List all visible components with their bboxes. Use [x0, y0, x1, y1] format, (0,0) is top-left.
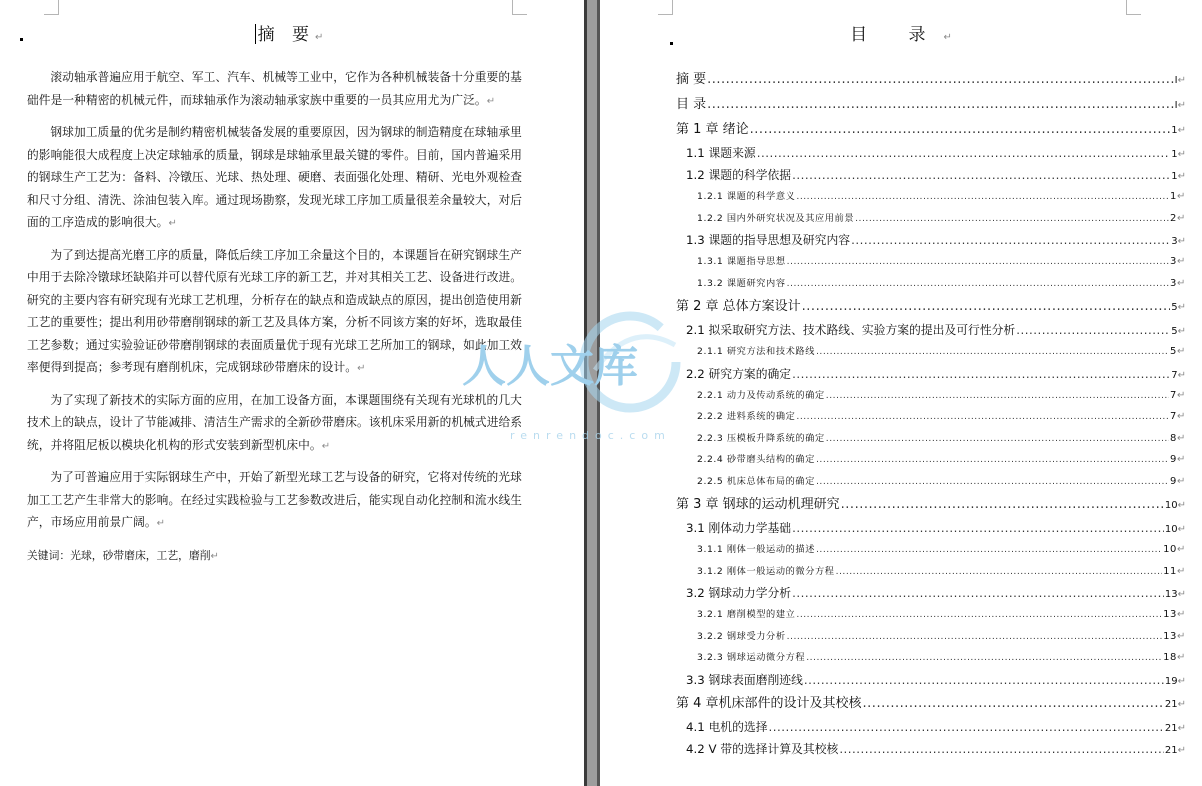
- paragraph-mark-icon: ↵: [1177, 125, 1186, 136]
- toc-entry-text: 1.2.2 国内外研究状况及其应用前景: [697, 212, 855, 224]
- abstract-paragraph: 钢球加工质量的优劣是制约精密机械装备发展的重要原因，因为钢球的制造精度在球轴承里的影响能很大成程度上决定球轴承的质量，钢球是球轴承里最关键的零件。目前，国内普遍采用的钢球生产工艺为：备料、冷镦压、光球、热处理、硬磨、表面强化处理、精研、光电外观检查和尺寸分组、清洗、涂油包装入库。通过现场勘察，发现光球工序加工质量很差余量较大，对后面的工序造成的影响很大。↵: [27, 125, 523, 229]
- toc-page-number: 5: [1171, 326, 1178, 337]
- toc-entry[interactable]: [676, 273, 1186, 295]
- toc-leader-dots: [851, 229, 1170, 251]
- paragraph-mark-icon: ↵: [1177, 411, 1186, 422]
- toc-leader-dots: [806, 647, 1162, 669]
- toc-entry[interactable]: [676, 142, 1186, 164]
- toc-leader-dots: [757, 142, 1171, 164]
- margin-corner-mark: [44, 0, 59, 15]
- toc-page-number: 7: [1170, 411, 1178, 422]
- toc-entry-text: 3.1.2 刚体一般运动的微分方程: [697, 565, 835, 577]
- page-right-toc: [600, 0, 1202, 786]
- paragraph-mark-icon: ↵: [1177, 236, 1186, 247]
- toc-entry-text: 1.3.1 课题指导思想: [697, 256, 786, 267]
- toc-entry[interactable]: [676, 669, 1186, 691]
- toc-leader-dots: [841, 492, 1164, 517]
- toc-entry[interactable]: [676, 208, 1186, 230]
- toc-entry[interactable]: [676, 561, 1186, 583]
- paragraph-mark-icon: ↵: [1177, 100, 1186, 111]
- toc-page-number: 7: [1170, 389, 1178, 401]
- toc-entry-text: 2.1 拟采取研究方法、技术路线、实验方案的提出及可行性分析: [686, 323, 1016, 337]
- toc-page-number: 21: [1164, 722, 1178, 734]
- toc-leader-dots: [792, 363, 1170, 385]
- toc-entry-text: 第 4 章机床部件的设计及其校核: [676, 695, 862, 711]
- toc-page-number: I: [1174, 75, 1178, 86]
- toc-entry[interactable]: [676, 582, 1186, 604]
- toc-page-number: 7: [1171, 369, 1178, 381]
- paragraph-mark-icon: ↵: [1177, 454, 1186, 465]
- toc-page-number: 8: [1170, 432, 1178, 444]
- watermark-text: 人人文库: [462, 341, 638, 392]
- toc-page-number: 18: [1163, 652, 1178, 663]
- toc-entry-text: 3.2 钢球动力学分析: [686, 586, 792, 600]
- paragraph-mark-icon: ↵: [1177, 589, 1186, 600]
- toc-entry[interactable]: [676, 186, 1186, 208]
- toc-entry[interactable]: [676, 67, 1186, 92]
- toc-entry[interactable]: [676, 716, 1186, 738]
- paragraph-mark-icon: ↵: [1177, 369, 1186, 381]
- abstract-body[interactable]: [27, 66, 528, 567]
- toc-leader-dots: [816, 341, 1169, 363]
- toc-entry[interactable]: [676, 341, 1186, 363]
- toc-leader-dots: [863, 691, 1164, 716]
- toc-page-number: 3: [1171, 236, 1178, 247]
- paragraph-mark-icon: ↵: [1177, 191, 1186, 202]
- toc-page-number: 11: [1163, 565, 1178, 577]
- toc-entry-text: 2.2.1 动力及传动系统的确定: [697, 389, 825, 401]
- toc-entry[interactable]: [676, 471, 1186, 493]
- toc-leader-dots: [787, 251, 1169, 273]
- abstract-title[interactable]: [0, 20, 584, 45]
- paragraph-mark-icon: ↵: [1177, 475, 1186, 487]
- toc-entry-text: 第 3 章 钢球的运动机理研究: [676, 497, 840, 512]
- toc-entry[interactable]: [676, 647, 1186, 669]
- toc-entry-text: 3.2.2 钢球受力分析: [697, 630, 786, 642]
- toc-entry-text: 摘 要: [676, 72, 707, 87]
- abstract-paragraph: 为了实现了新技术的实际方面的应用，在加工设备方面，本课题围绕有关现有光球机的几大技术上的缺点，设计了节能减排、清洁生产需求的全新砂带磨床。该机床采用新的机械式进给系统，并将阻尼板以模块化机构的形式安装到新型机床中。↵: [27, 392, 523, 452]
- toc-leader-dots: [826, 428, 1169, 450]
- toc-entry-text: 3.1.1 刚体一般运动的描述: [697, 544, 815, 555]
- toc-entry[interactable]: [676, 117, 1186, 142]
- abstract-paragraph: 为了可普遍应用于实际钢球生产中，开始了新型光球工艺与设备的研究，它将对传统的光球加工工艺产生非常大的影响。在经过实践检验与工艺参数改进后，能实现自动化控制和流水线生产，市场应用前景广阔。↵: [27, 470, 523, 529]
- paragraph-mark-icon: ↵: [1177, 346, 1186, 357]
- toc-title-text: 目 录: [850, 25, 944, 45]
- toc-page-number: 10: [1164, 524, 1178, 535]
- toc-page-number: 13: [1163, 609, 1178, 620]
- toc-page-number: 10: [1163, 544, 1178, 555]
- toc-page-number: 19: [1164, 675, 1178, 687]
- toc-entry-text: 第 1 章 绪论: [676, 122, 749, 137]
- toc-page-number: 13: [1164, 589, 1178, 600]
- paragraph-mark-icon: ↵: [1177, 698, 1186, 710]
- toc-leader-dots: [1016, 319, 1170, 341]
- toc-page-number: 1: [1171, 125, 1178, 136]
- toc-leader-dots: [816, 471, 1169, 493]
- toc-entry[interactable]: [676, 626, 1186, 648]
- toc-entry-text: 3.1 刚体动力学基础: [686, 521, 792, 535]
- toc-entry-text: 目 录: [676, 97, 707, 112]
- toc-entry[interactable]: [676, 385, 1186, 407]
- toc-entry[interactable]: [676, 604, 1186, 626]
- abstract-title-text: 摘 要: [257, 25, 315, 45]
- toc-leader-dots: [792, 164, 1170, 186]
- paragraph-mark-icon: ↵: [1177, 500, 1186, 511]
- paragraph-mark-icon: ↵: [1177, 149, 1186, 160]
- paragraph-mark-icon: ↵: [1177, 609, 1186, 620]
- paragraph-mark-icon: ↵: [1177, 389, 1186, 401]
- margin-corner-mark: [1126, 0, 1141, 15]
- paragraph-mark-icon: ↵: [1177, 652, 1186, 663]
- toc-leader-dots: [707, 67, 1174, 92]
- paragraph-mark-icon: ↵: [210, 550, 219, 562]
- toc-entry-text: 1.1 课题来源: [686, 146, 756, 160]
- paragraph-mark-icon: ↵: [1177, 256, 1186, 267]
- paragraph-mark-icon: ↵: [321, 440, 331, 452]
- paragraph-mark-icon: ↵: [1177, 744, 1186, 756]
- abstract-paragraph: 滚动轴承普遍应用于航空、军工、汽车、机械等工业中，它作为各种机械装备十分重要的基础件是一种精密的机械元件，而球轴承作为滚动轴承家族中重要的一员其应用尤为广泛。↵: [27, 70, 522, 107]
- toc-leader-dots: [816, 449, 1169, 471]
- toc-entry[interactable]: [676, 691, 1186, 716]
- toc-leader-dots: [836, 561, 1163, 583]
- paragraph-mark-icon: ↵: [486, 95, 496, 107]
- toc-entry[interactable]: [676, 517, 1186, 539]
- toc-entry-text: 2.1.1 研究方法和技术路线: [697, 346, 815, 357]
- toc-page-number: 21: [1164, 698, 1178, 710]
- toc-entry-text: 1.2.1 课题的科学意义: [697, 191, 796, 202]
- paragraph-mark-icon: ↵: [156, 518, 166, 529]
- margin-corner-mark: [512, 0, 527, 15]
- toc-page-number: 3: [1170, 277, 1178, 289]
- toc-entry[interactable]: [676, 294, 1186, 319]
- toc-leader-dots: [816, 539, 1162, 561]
- toc-leader-dots: [855, 208, 1169, 230]
- toc-entry[interactable]: [676, 319, 1186, 341]
- toc-entry[interactable]: [676, 251, 1186, 273]
- toc-entry-text: 2.2 研究方案的确定: [686, 366, 792, 381]
- keywords-line: 关键词：光球，砂带磨床，工艺，磨削↵: [27, 548, 219, 562]
- toc-entry[interactable]: [676, 492, 1186, 517]
- toc-leader-dots: [802, 294, 1171, 319]
- toc-entry[interactable]: [676, 229, 1186, 251]
- paragraph-mark-icon: ↵: [357, 363, 366, 374]
- toc-entry-text: 2.2.2 进料系统的确定: [697, 411, 796, 422]
- toc-page-number: 9: [1170, 454, 1178, 465]
- toc-page-number: 1: [1171, 149, 1178, 160]
- toc-page-number: 1: [1170, 191, 1178, 202]
- abstract-paragraph: 为了到达提高光磨工序的质量，降低后续工序加工余量这个目的，本课题旨在研究钢球生产中用于去除冷镦球坯缺陷并可以替代原有光球工序的新工艺，并对其相关工艺、设备进行改进。研究的主要内容有研究现有光球工艺机理，分析存在的缺点和造成缺点的原因，提出创造使用新工艺的重要性；提出利用砂带磨削钢球的新工艺及具体方案，分析不同该方案的好坏，选取最佳工艺参数；通过实验验证砂带磨削钢球的表面质量优于现有光球工艺所加工的钢球，如此加工效率便得到提高；参考现有磨削机床，完成钢球砂带磨床的设计。↵: [27, 247, 523, 374]
- paragraph-mark-icon: ↵: [315, 32, 330, 43]
- paragraph-mark-icon: ↵: [1177, 524, 1186, 535]
- toc-page-number: 1: [1171, 171, 1178, 182]
- toc-leader-dots: [792, 582, 1164, 604]
- toc-page-number: 5: [1171, 302, 1178, 313]
- toc-leader-dots: [804, 669, 1164, 691]
- paragraph-mark-icon: ↵: [1177, 302, 1186, 313]
- toc-page-number: 3: [1170, 256, 1178, 267]
- paragraph-mark-icon: ↵: [1177, 171, 1186, 182]
- toc-leader-dots: [787, 273, 1169, 295]
- toc-entry-text: 4.2 V 带的选择计算及其校核: [686, 741, 839, 756]
- paragraph-mark-icon: ↵: [1177, 630, 1186, 642]
- toc-entry-text: 1.3 课题的指导思想及研究内容: [686, 233, 851, 247]
- toc-entry[interactable]: [676, 738, 1186, 760]
- toc-entry-text: 1.3.2 课题研究内容: [697, 277, 786, 289]
- toc-leader-dots: [707, 92, 1174, 117]
- toc-page-number: 13: [1163, 630, 1178, 642]
- toc-leader-dots: [792, 517, 1164, 539]
- toc-page-number: 9: [1170, 475, 1178, 487]
- toc-list: [676, 67, 1186, 760]
- toc-entry-text: 2.2.4 砂带磨头结构的确定: [697, 454, 815, 465]
- toc-entry[interactable]: [676, 539, 1186, 561]
- text-cursor: [255, 24, 256, 44]
- toc-entry-text: 2.2.5 机床总体布局的确定: [697, 475, 815, 487]
- paragraph-mark-icon: ↵: [943, 32, 970, 43]
- toc-page-number: I: [1174, 100, 1178, 111]
- paragraph-mark-icon: ↵: [1177, 432, 1186, 444]
- watermark-url: renrendoc.com: [510, 429, 671, 442]
- margin-corner-mark: [658, 0, 673, 15]
- toc-entry[interactable]: [676, 428, 1186, 450]
- toc-leader-dots: [787, 626, 1162, 648]
- toc-entry-text: 4.1 电机的选择: [686, 719, 768, 734]
- toc-page-number: 2: [1170, 212, 1178, 224]
- toc-entry-text: 2.2.3 压模板升降系统的确定: [697, 432, 825, 444]
- paragraph-mark-icon: ↵: [1177, 277, 1186, 289]
- toc-leader-dots: [826, 385, 1169, 407]
- toc-leader-dots: [750, 117, 1171, 142]
- toc-leader-dots: [796, 406, 1169, 428]
- toc-entry-text: 1.2 课题的科学依据: [686, 168, 792, 182]
- paragraph-mark-icon: ↵: [1177, 565, 1186, 577]
- toc-leader-dots: [839, 738, 1164, 760]
- paragraph-mark-icon: ↵: [1177, 722, 1186, 734]
- toc-entry[interactable]: [676, 363, 1186, 385]
- paragraph-mark-icon: ↵: [1177, 326, 1186, 337]
- paragraph-mark-icon: ↵: [168, 218, 177, 229]
- toc-leader-dots: [796, 604, 1162, 626]
- paragraph-mark-icon: ↵: [1177, 675, 1186, 687]
- paragraph-mark-icon: ↵: [1177, 544, 1186, 555]
- toc-entry-text: 3.2.3 钢球运动微分方程: [697, 652, 806, 663]
- toc-entry-text: 3.3 钢球表面磨削迹线: [686, 672, 803, 687]
- toc-leader-dots: [769, 716, 1164, 738]
- toc-leader-dots: [796, 186, 1169, 208]
- toc-entry-text: 第 2 章 总体方案设计: [676, 299, 801, 314]
- toc-entry[interactable]: [676, 164, 1186, 186]
- toc-page-number: 10: [1164, 500, 1178, 511]
- paragraph-mark-icon: ↵: [1177, 75, 1186, 86]
- toc-entry[interactable]: [676, 449, 1186, 471]
- toc-page-number: 5: [1170, 346, 1178, 357]
- toc-page-number: 21: [1164, 744, 1178, 756]
- toc-title[interactable]: [600, 20, 1202, 45]
- toc-entry[interactable]: [676, 406, 1186, 428]
- paragraph-mark-icon: ↵: [1177, 212, 1186, 224]
- toc-entry[interactable]: [676, 92, 1186, 117]
- toc-entry-text: 3.2.1 磨削模型的建立: [697, 609, 796, 620]
